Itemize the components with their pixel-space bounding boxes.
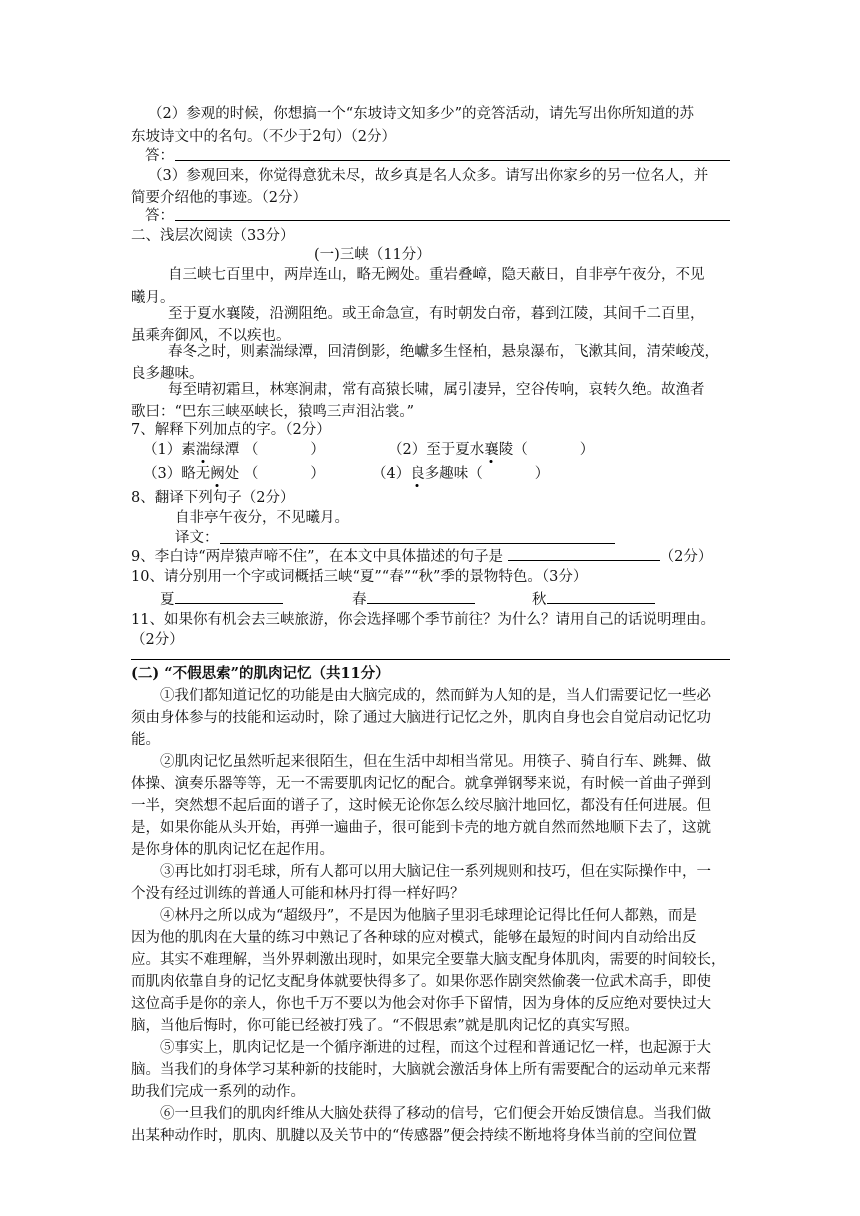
article-line: 应。其实不难理解，当外界刺激出现时，如果完全要靠大脑支配身体肌肉，需要的时间较长， (131, 952, 726, 968)
article-line: 脑，当他后悔时，你可能已经被打残了。“不假思索”就是肌肉记忆的真实写照。 (131, 1018, 639, 1034)
q10-summer: 夏 (160, 589, 283, 610)
spring-blank[interactable] (367, 589, 475, 604)
article-line: 能。 (131, 732, 160, 748)
question-11-score: （2分） (131, 632, 184, 648)
article-line: ⑥一旦我们的肌肉纤维从大脑处获得了移动的信号，它们便会开始反馈信息。当我们做 (160, 1106, 711, 1122)
q9-blank[interactable] (508, 546, 660, 561)
article-line: 这位高手是你的亲人，你也千万不要以为他会对你手下留情，因为身体的反应绝对要快过大 (131, 996, 711, 1012)
q10-autumn: 秋 (532, 589, 655, 610)
article-line: 因为他的肌肉在大量的练习中熟记了各种球的应对模式，能够在最短的时间内自动给出反 (131, 930, 697, 946)
translation-line[interactable] (220, 543, 615, 544)
article-line: 出某种动作时，肌肉、肌腱以及关节中的“传感器”便会持续不断地将身体当前的空间位置 (131, 1128, 697, 1144)
q8-sentence: 自非亭午夜分，不见曦月。 (175, 510, 349, 526)
article-line: 一半，突然想不起后面的谱子了，这时候无论你怎么绞尽脑汁地回忆，都没有任何进展。但 (131, 798, 711, 814)
question-8: 8、翻译下列句子（2分） (131, 490, 295, 506)
passage-line: 春冬之时，则素湍绿潭，回清倒影，绝巘多生怪柏，悬泉瀑布，飞漱其间，清荣峻茂， (168, 344, 719, 360)
passage-line: 自三峡七百里中，两岸连山，略无阙处。重岩叠嶂，隐天蔽日，自非亭午夜分，不见 (168, 267, 705, 283)
q2-line1: （2）参观的时候，你想搞一个“东坡诗文知多少”的竞答活动，请先写出你所知道的苏 (148, 106, 695, 122)
article-line: 是，如果你能从头开始，再弹一遍曲子，很可能到卡壳的地方就自然而然地顺下去了，这就 (131, 820, 711, 836)
q7-item-1: （1）素湍绿潭 （ ） (143, 442, 325, 458)
article-line: 脑。当我们的身体学习某种新的技能时，大脑就会激活身体上所有需要配合的运动单元来帮 (131, 1062, 711, 1078)
article-line: 个没有经过训练的普通人可能和林丹打得一样好吗？ (131, 886, 465, 902)
article-line: 而肌肉依靠自身的记忆支配身体就要快得多了。如果你恶作剧突然偷袭一位武术高手，即使 (131, 974, 711, 990)
article-line: ⑤事实上，肌肉记忆是一个循序渐进的过程，而这个过程和普通记忆一样，也起源于大 (160, 1040, 711, 1056)
article-line: ③再比如打羽毛球，所有人都可以用大脑记住一系列规则和技巧，但在实际操作中，一 (160, 864, 711, 880)
passage-line: 每至晴初霜旦，林寒涧肃，常有高猿长啸，属引凄异，空谷传响，哀转久绝。故渔者 (168, 382, 705, 398)
article-line: 体操、演奏乐器等等，无一不需要肌肉记忆的配合。就拿弹钢琴来说，有时候一首曲子弹到 (131, 776, 711, 792)
autumn-blank[interactable] (547, 589, 655, 604)
passage-line: 虽乘奔御风，不以疾也。 (131, 328, 291, 344)
passage-line: 良多趣味。 (131, 366, 204, 382)
article-line: ④林丹之所以成为“超级丹”，不是因为他脑子里羽毛球理论记得比任何人都熟，而是 (160, 908, 697, 924)
section-heading: 二、浅层次阅读（33分） (131, 228, 295, 244)
article-line: 须由身体参与的技能和运动时，除了通过大脑进行记忆之外，肌肉自身也会自觉启动记忆功 (131, 710, 711, 726)
q7-item-3: （3）略无阙处 （ ） (143, 466, 325, 482)
question-7: 7、解释下列加点的字。（2分） (131, 422, 331, 438)
passage2-title: (二) “不假思索”的肌肉记忆（共11分） (131, 665, 390, 682)
passage-line: 歌曰：“巴东三峡巫峡长，猿鸣三声泪沾裳。” (131, 404, 415, 420)
article-line: 是你身体的肌肉记忆在起作用。 (131, 842, 334, 858)
passage-line: 至于夏水襄陵，沿溯阻绝。或王命急宣，有时朝发白帝，暮到江陵，其间千二百里， (168, 306, 705, 322)
q10-spring: 春 (352, 589, 475, 610)
q3-line2: 简要介绍他的事迹。（2分） (131, 190, 307, 206)
answer-label: 答： (145, 208, 174, 224)
q7-item-4: （4）良多趣味（ ） (372, 466, 550, 482)
article-line: ②肌肉记忆虽然听起来很陌生，但在生活中却相当常见。用筷子、骑自行车、跳舞、做 (160, 754, 711, 770)
question-9: 9、李白诗“两岸猿声啼不住”，在本文中具体描述的句子是 （2分） (131, 546, 712, 567)
q3-line1: （3）参观回来，你觉得意犹未尽，故乡真是名人众多。请写出你家乡的另一位名人，并 (148, 168, 709, 184)
q8-label: 译文： (175, 530, 219, 546)
article-line: 助我们完成一系列的动作。 (131, 1084, 305, 1100)
passage-title: (一)三峡（11分） (314, 247, 431, 263)
passage-line: 曦月。 (131, 290, 175, 306)
answer-line[interactable] (175, 220, 730, 221)
article-line: ①我们都知道记忆的功能是由大脑完成的，然而鲜为人知的是，当人们需要记忆一些必 (160, 688, 711, 704)
q7-item-2: （2）至于夏水襄陵（ ） (388, 442, 595, 458)
question-10: 10、请分别用一个字或词概括三峡“夏”“春”“秋”季的景物特色。（3分） (131, 569, 588, 585)
answer-line[interactable] (175, 160, 730, 161)
q2-line2: 东坡诗文中的名句。（不少于2句）（2分） (131, 129, 396, 145)
answer-line[interactable] (131, 659, 730, 660)
question-11: 11、如果你有机会去三峡旅游，你会选择哪个季节前往？为什么？请用自己的话说明理由。 (131, 612, 715, 628)
summer-blank[interactable] (175, 589, 283, 604)
answer-label: 答： (145, 148, 174, 164)
